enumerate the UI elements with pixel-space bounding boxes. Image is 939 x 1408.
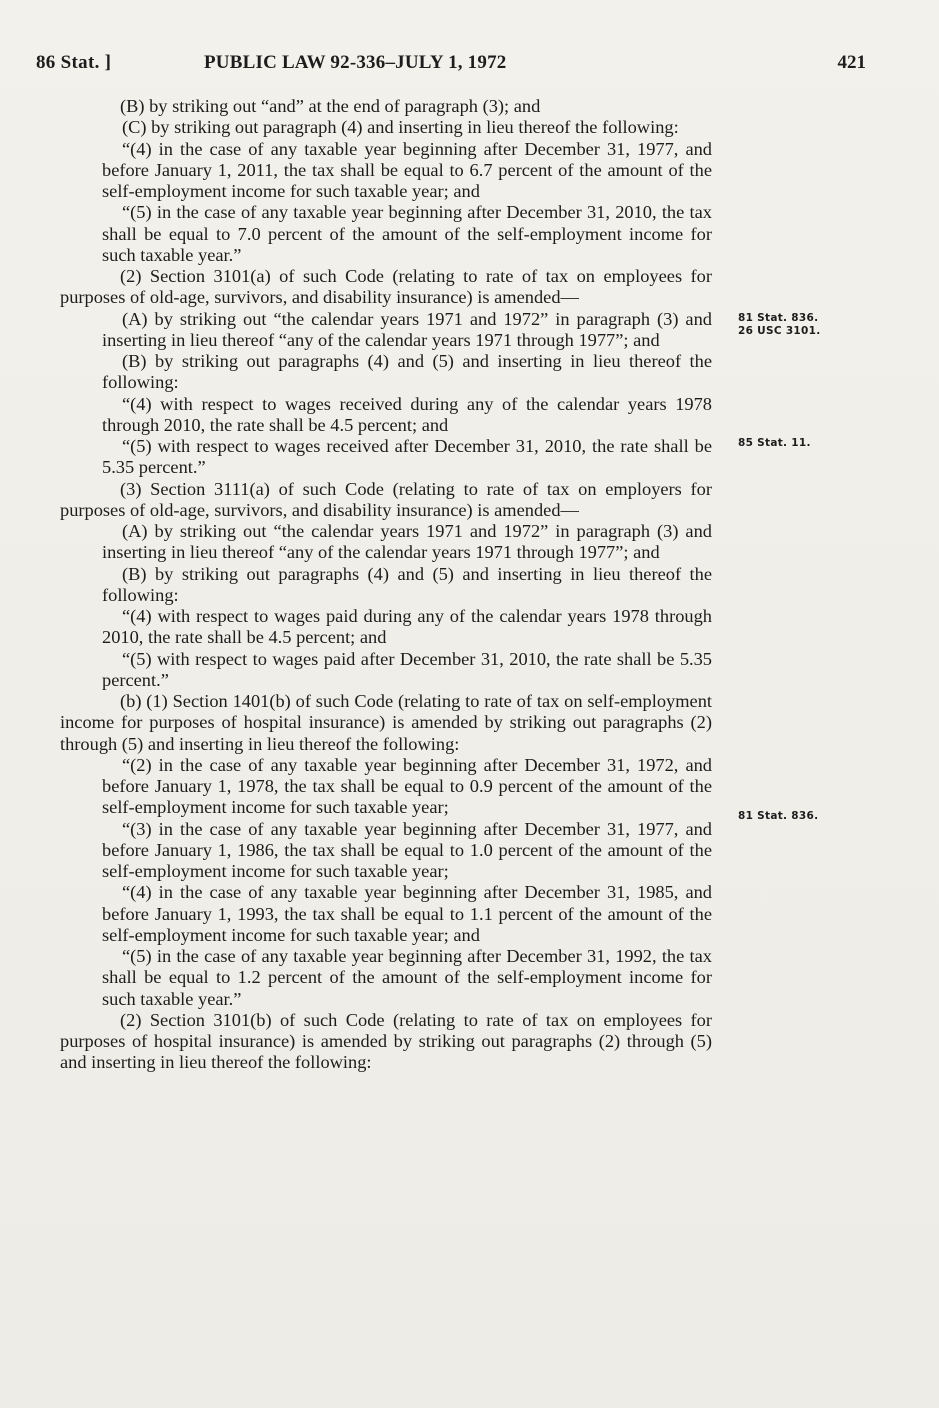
statute-paragraph: (A) by striking out “the calendar years 1971 and 1972” in paragraph (3) and inserting in lieu thereof “any of the calendar years 1971 through 1977”; and <box>102 308 712 350</box>
page-title: PUBLIC LAW 92-336–JULY 1, 1972 <box>204 52 507 73</box>
statute-paragraph: (2) Section 3101(b) of such Code (relating to rate of tax on employees for purposes of hospital insurance) is amended by striking out paragraphs (2) through (5) and inserting in lieu thereof the following: <box>60 1009 712 1073</box>
margin-note-2 <box>738 437 811 450</box>
statute-paragraph: “(3) in the case of any taxable year beginning after December 31, 1977, and before January 1, 1986, the tax shall be equal to 1.0 percent of the amount of the self-employment income for such taxable year; <box>102 818 712 881</box>
statute-paragraph: “(4) in the case of any taxable year beginning after December 31, 1985, and before January 1, 1993, the tax shall be equal to 1.1 percent of the amount of the self-employment income for such taxable year; and <box>102 882 712 945</box>
statute-paragraph: “(5) in the case of any taxable year beginning after December 31, 2010, the tax shall be equal to 7.0 percent of the amount of the self-employment income for such taxable year.” <box>102 202 712 265</box>
margin-note-1 <box>738 312 821 338</box>
statute-paragraph: “(4) with respect to wages paid during any of the calendar years 1978 through 2010, the rate shall be 4.5 percent; and <box>102 606 712 648</box>
margin-note-3 <box>738 810 818 823</box>
statute-paragraph: (A) by striking out “the calendar years 1971 and 1972” in paragraph (3) and inserting in lieu thereof “any of the calendar years 1971 through 1977”; and <box>102 521 712 563</box>
statute-paragraph: (b) (1) Section 1401(b) of such Code (relating to rate of tax on self-employment income for purposes of hospital insurance) is amended by striking out paragraphs (2) through (5) and inserting in lieu thereof the following: <box>60 691 712 754</box>
stat-volume: 86 Stat. ] <box>36 52 112 73</box>
statute-paragraph: (B) by striking out “and” at the end of paragraph (3); and <box>120 96 541 116</box>
statute-paragraph: “(4) in the case of any taxable year beginning after December 31, 1977, and before January 1, 2011, the tax shall be equal to 6.7 percent of the amount of the self-employment income for such taxable year; and <box>102 138 712 201</box>
statute-paragraph: (C) by striking out paragraph (4) and inserting in lieu thereof the following: <box>122 117 679 138</box>
margin-note-line: 85 Stat. 11. <box>738 437 811 449</box>
statute-paragraph: (3) Section 3111(a) of such Code (relating to rate of tax on employers for purposes of old-age, survivors, and disability insurance) is amended— <box>60 478 712 520</box>
statute-paragraph: “(5) with respect to wages received after December 31, 2010, the rate shall be 5.35 percent.” <box>102 436 712 478</box>
statute-paragraph: (B) by striking out paragraphs (4) and (5) and inserting in lieu thereof the following: <box>102 563 712 605</box>
page-header <box>36 52 866 78</box>
statute-paragraph: “(2) in the case of any taxable year beginning after December 31, 1972, and before January 1, 1978, the tax shall be equal to 0.9 percent of the amount of the self-employment income for such taxable year; <box>102 754 712 818</box>
statute-paragraph: “(5) with respect to wages paid after December 31, 2010, the rate shall be 5.35 percent.” <box>102 648 712 690</box>
margin-note-line: 81 Stat. 836. <box>738 810 819 822</box>
statute-paragraph: (B) by striking out paragraphs (4) and (5) and inserting in lieu thereof the following: <box>102 351 712 393</box>
statute-body <box>60 96 712 1074</box>
page-number: 421 <box>837 52 866 73</box>
statute-paragraph: (2) Section 3101(a) of such Code (relating to rate of tax on employees for purposes of old-age, survivors, and disability insurance) is amended— <box>60 266 712 308</box>
margin-note-line: 26 USC 3101. <box>738 325 821 337</box>
statute-paragraph: “(5) in the case of any taxable year beginning after December 31, 1992, the tax shall be equal to 1.2 percent of the amount of the self-employment income for such taxable year.” <box>102 946 712 1009</box>
margin-note-line: 81 Stat. 836. <box>738 312 819 324</box>
statute-paragraph: “(4) with respect to wages received during any of the calendar years 1978 through 2010, the rate shall be 4.5 percent; and <box>102 393 712 435</box>
